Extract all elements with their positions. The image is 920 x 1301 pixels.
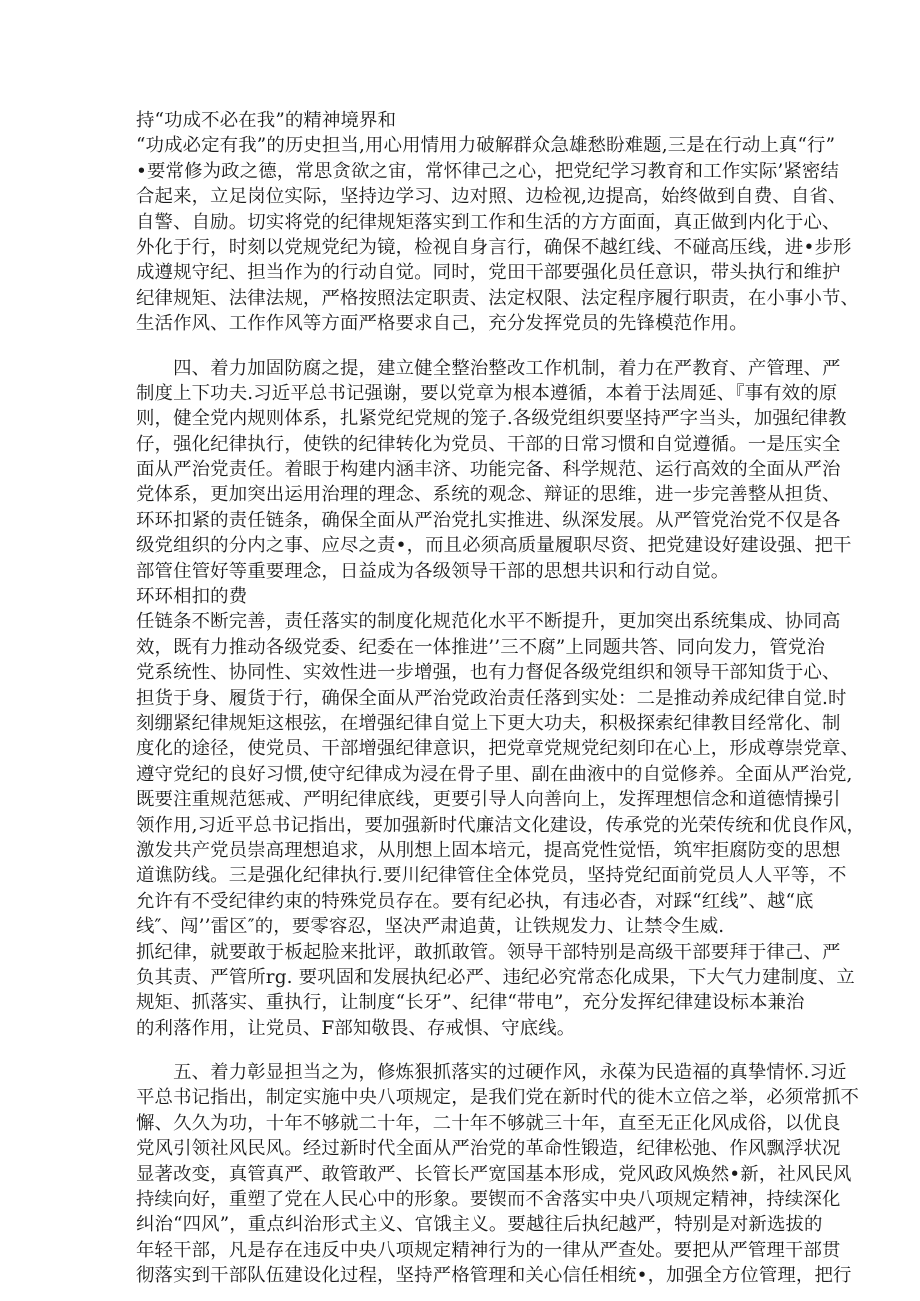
text-line: 线″、闯’’雷区″的，要零容忍，坚决严肃追黄，让铁规发力、让禁令生威.	[136, 916, 725, 938]
text-line: 平总书记指出，制定实施中央八项规定，是我们党在新时代的徙木立倍之举，必须常抓不	[136, 1087, 860, 1109]
text-line: 任链条不断完善，责任落实的制度化规范化水平不断提升，更加突出系统集成、协同高	[136, 611, 841, 633]
text-line: 彻落实到干部队伍建设化过程，坚持严格管理和关心信任相统•，加强全方位管理，把行	[136, 1265, 852, 1287]
text-line: 合起来，立足岗位实际，坚持边学习、边对照、边检视,边提高，始终做到自费、自省、	[136, 186, 847, 208]
text-line: 担货于身、履货于行，确保全面从严治党政治责任落到实处：二是推动养成纪律自觉.时	[136, 687, 847, 709]
text-line: 负其责、严管所rg. 要巩固和发展执纪必严、违纪必究常态化成果，下大气力建制度、立	[136, 966, 855, 988]
text-line: 的利落作用，让党员、F部知敬畏、存戒惧、守底线。	[136, 1017, 576, 1039]
paragraph-block-2	[136, 356, 866, 1042]
text-line: 显著改变，真管真严、敢管敢严、长管长严宽国基本形成，党风政风焕然•新，社风民风	[136, 1163, 852, 1185]
paragraph-gap	[136, 337, 786, 356]
text-line: 激发共产党员崇高理想追求，从刖想上固本培元，提高党性觉悟，筑牢拒腐防变的思想	[136, 839, 841, 861]
paragraph-block-1	[136, 108, 860, 337]
text-line: 级党组织的分内之事、应尽之责•，而且必须高质量履职尽资、把党建设好建设强、把干	[136, 535, 852, 557]
text-line: 生活作风、工作作风等方面严格要求自己，充分发挥党员的先锋模范作用。	[136, 313, 748, 335]
text-line: “功成必定有我”的历史担当,用心用情用力破解群众急雄愁盼难题,三是在行动上真“行”	[136, 135, 836, 157]
text-line: 道谯防线。三是强化纪律执行.要川纪律管住全体党员，坚持党纪面前党员人人平等，不	[136, 865, 847, 887]
text-line: 五、着力彰显担当之为，修炼狠抓落实的过硬作风，永葆为民造福的真挚情怀.习近	[136, 1062, 847, 1084]
text-line: 党体系，更加突出运用治理的理念、系统的观念、辩证的思维，进一步完善整从担货、	[136, 484, 841, 506]
text-line: 年轻干部，凡是存在违反中央八项规定精神行为的一律从严查处。要把从严管理干部贯	[136, 1239, 841, 1261]
text-line: 四、着力加固防腐之提，建立健全整治整改工作机制，着力在严教育、产管理、严	[136, 357, 841, 379]
text-line: 制度上下功夫.习近平总书记强谢，要以党章为根本遵循，本着于法周延、『事有效的原	[136, 382, 838, 404]
text-line: 环环扣紧的责任链条，确保全面从严治党扎实推进、纵深发展。从严管党治党不仅是各	[136, 509, 841, 531]
text-line: 规矩、抓落实、重执行，让制度“长牙”、纪律“带电”，充分发挥纪律建设标本兼治	[136, 992, 805, 1014]
text-line: 度化的途径，使党员、干部增强纪律意识，把党章党规党纪刻印在心上，形成尊崇党章、	[136, 738, 860, 760]
text-line: 持“功成不必在我”的精神境界和	[136, 110, 397, 131]
text-line: 仔，强化纪律执行，使铁的纪律转化为党员、干部的日常习惯和自觉遵循。一是压实全	[136, 433, 841, 455]
paragraph-gap	[136, 1041, 786, 1060]
text-line: 成遵规守纪、担当作为的行动自觉。同时，党田干部要强化员任意识，带头执行和维护	[136, 262, 841, 284]
text-line: 纪律规矩、法律法规，严格按照法定职责、法定权限、法定程序履行职责，在小事小节、	[136, 287, 860, 309]
text-line: 抓纪律，就要敢于板起脸来批评，敢抓敢管。领导干部特别是高级干部要拜于律己、严	[136, 941, 841, 963]
text-line: 面从严治党责任。着眼于构建内涵丰济、功能完备、科学规范、运行高效的全面从严治	[136, 459, 841, 481]
text-line: 纠治“四风”，重点纠治形式主义、官饿主义。要越往后执纪越严，特别是对新选拔的	[136, 1214, 823, 1236]
text-line: 外化于行，时刻以党规党纪为镜，检视自身言行，确保不越红线、不碰高压线，进•步形	[136, 236, 852, 258]
text-line: 懈、久久为功，十年不够就二十年，二十年不够就三十年，直至无正化风成俗，以优良	[136, 1112, 841, 1134]
text-line: 效，既有力推动各级党委、纪委在一体推进’’三不腐”上同题共答、同向发力，管党治	[136, 636, 826, 658]
text-line: 持续向好，重塑了党在人民心中的形象。要锲而不舍落实中央八项规定精神，持续深化	[136, 1189, 841, 1211]
text-line: 自警、自励。切实将党的纪律规矩落实到工作和生活的方方面面，真正做到内化于心、	[136, 211, 841, 233]
text-line: 刻绷紧纪律规矩这根弦，在增强纪律自觉上下更大功夫，积极探索纪律教目经常化、制	[136, 712, 841, 734]
text-line: 遵守党纪的良好习惯,使守纪律成为浸在骨子里、副在曲液中的自觉修养。全面从严治党,	[136, 763, 853, 785]
text-line: 领作用,习近平总书记指出，要加强新时代廉洁文化建设，传承党的光荣传统和优良作风，	[136, 814, 866, 836]
text-line: 党系统性、协同性、实效性进一步增强，也有力督促各级党组织和领导干部知货于心、	[136, 662, 841, 684]
text-line: 允许有不受纪律约束的特殊党员存在。要有纪必执，有违必杳，对踩“红线”、越“底	[136, 890, 814, 912]
text-line: 既要注重规范惩戒、严明纪律底线，更要引导人向善向上，发挥理想信念和道德情操引	[136, 789, 841, 811]
paragraph-block-3	[136, 1060, 860, 1289]
text-line: 环环相扣的费	[136, 586, 248, 608]
text-line: 则，健全党内规则体系，扎紧党纪党规的笼子.各级党组织要坚持严字当头，加强纪律教	[136, 408, 847, 430]
text-line: 党风引领社风民风。经过新时代全面从严治党的革命性锻造，纪律松弛、作风飘浮状况	[136, 1138, 841, 1160]
text-line: •要常修为政之德，常思贪欲之宙，常怀律己之心，把党纪学习教育和工作实际’紧密结	[136, 160, 839, 182]
text-line: 部管住管好等重要理念，日益成为各级领导干部的思想共识和行动自觉。	[136, 560, 730, 582]
document-page	[136, 108, 866, 1289]
